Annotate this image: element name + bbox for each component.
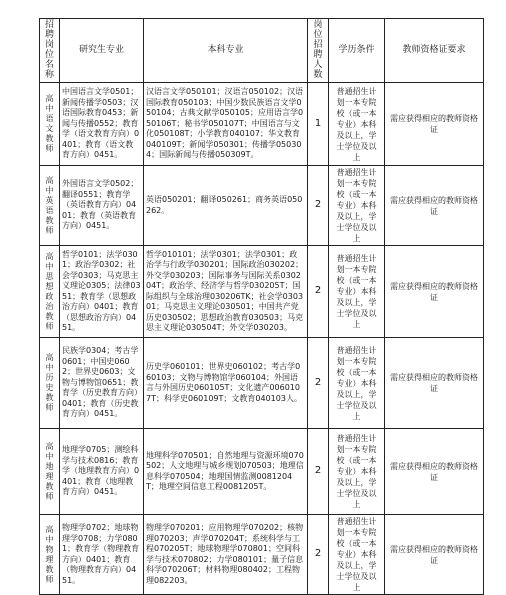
undergraduate-major-cell: 英语050201；翻译050261；商务英语050262。 xyxy=(144,166,308,246)
header-graduate-major: 研究生专业 xyxy=(60,19,144,83)
certificate-cell: 需应获得相应的教师资格证 xyxy=(385,515,484,595)
certificate-cell: 需应获得相应的教师资格证 xyxy=(385,338,484,429)
count-cell: 1 xyxy=(308,83,329,166)
position-cell: 高中语文教师 xyxy=(40,83,60,166)
education-cell: 普通招生计划一本专院校（或一本专业）本科及以上，学士学位及以上 xyxy=(329,246,385,338)
count-cell: 2 xyxy=(308,246,329,338)
education-cell: 普通招生计划一本专院校（或一本专业）本科及以上，学士学位及以上 xyxy=(329,429,385,515)
table-row xyxy=(40,338,484,429)
graduate-major-cell: 中国语言文学0501；新闻传播学0503；汉语国际教育0453；新闻与传播0552；教育学（语文教育方向）0401；教育（语文教育方向）0451。 xyxy=(60,83,144,166)
certificate-cell: 需应获得相应的教师资格证 xyxy=(385,166,484,246)
header-undergraduate-major: 本科专业 xyxy=(144,19,308,83)
header-certificate: 教师资格证要求 xyxy=(385,19,484,83)
graduate-major-cell: 外国语言文学0502；翻译0551；教育学（英语教育方向）0401；教育（英语教育方向）0451。 xyxy=(60,166,144,246)
undergraduate-major-cell: 哲学010101；法学0301；法学0301；政治学与行政学030201；国际政治030202；外交学030203；国际事务与国际关系030204T；政治学、经济学与哲学030205T；国际组织与全球治理030206TK；社会学030301；马克思主义理论030501；中国共产党历史030502；思想政治教育030503；马克思主义理论030504T；外交学030203。 xyxy=(144,246,308,338)
table-row xyxy=(40,166,484,246)
undergraduate-major-cell: 物理学070201；应用物理学070202；核物理070203；声学070204T；系统科学与工程070205T；地球物理学070801；空间科学与技术070802；力学080101；量子信息科学070206T；材料物理080402；工程物理082203。 xyxy=(144,515,308,595)
education-cell: 普通招生计划一本专院校（或一本专业）本科及以上，学士学位及以上 xyxy=(329,166,385,246)
table-row xyxy=(40,429,484,515)
position-cell: 高中历史教师 xyxy=(40,338,60,429)
education-cell: 普通招生计划一本专院校（或一本专业）本科及以上，学士学位及以上 xyxy=(329,83,385,166)
graduate-major-cell: 地理学0705；测绘科学与技术0816；教育学（地理教育方向）0401；教育（地理教育方向）0451。 xyxy=(60,429,144,515)
graduate-major-cell: 哲学0101；法学0301；政治学0302；社会学0303；马克思主义理论0305；法律0351；教育学（思想政治方向）0401；教育（思想政治方向）0451。 xyxy=(60,246,144,338)
header-position: 招聘岗位名称 xyxy=(40,19,60,83)
graduate-major-cell: 物理学0702；地球物理学0708；力学0801；教育学（物理教育方向）0401；教育（物理教育方向）0451。 xyxy=(60,515,144,595)
certificate-cell: 需应获得相应的教师资格证 xyxy=(385,83,484,166)
table-header-row xyxy=(40,19,484,83)
undergraduate-major-cell: 地理科学070501；自然地理与资源环境070502；人文地理与城乡规划070503；地理信息科学070504；地理国情监测0081204T；地理空间信息工程0081205T。 xyxy=(144,429,308,515)
recruitment-table xyxy=(39,18,484,595)
header-education: 学历条件 xyxy=(329,19,385,83)
table-row xyxy=(40,83,484,166)
undergraduate-major-cell: 汉语言文学050101；汉语言050102；汉语国际教育050103；中国少数民族语言文学050104；古典文献学050105；应用语言学050106T；秘书学050107T；中国语言与文化050108T；小学教育040107；华文教育040109T；新闻学050301；传播学050304；国际新闻与传播050309T。 xyxy=(144,83,308,166)
header-count: 岗位招聘人数 xyxy=(308,19,329,83)
education-cell: 普通招生计划一本专院校（或一本专业）本科及以上，学士学位及以上 xyxy=(329,515,385,595)
position-cell: 高中地理教师 xyxy=(40,429,60,515)
count-cell: 2 xyxy=(308,429,329,515)
table-row xyxy=(40,246,484,338)
count-cell: 2 xyxy=(308,515,329,595)
position-cell: 高中英语教师 xyxy=(40,166,60,246)
education-cell: 普通招生计划一本专院校（或一本专业）本科及以上，学士学位及以上 xyxy=(329,338,385,429)
count-cell: 2 xyxy=(308,338,329,429)
undergraduate-major-cell: 历史学060101；世界史060102；考古学060103；文物与博物馆学060104；外国语言与外国历史060105T；文化遗产0060107T；科学史060109T；文教育040103人。 xyxy=(144,338,308,429)
certificate-cell: 需应获得相应的教师资格证 xyxy=(385,429,484,515)
table-row xyxy=(40,515,484,595)
position-cell: 高中思想政治教师 xyxy=(40,246,60,338)
count-cell: 2 xyxy=(308,166,329,246)
graduate-major-cell: 民族学0304；考古学0601；中国史0602；世界史0603；文物与博物馆0651；教育学（历史教育方向）0401；教育（历史教育方向）0451。 xyxy=(60,338,144,429)
certificate-cell: 需应获得相应的教师资格证 xyxy=(385,246,484,338)
position-cell: 高中物理教师 xyxy=(40,515,60,595)
